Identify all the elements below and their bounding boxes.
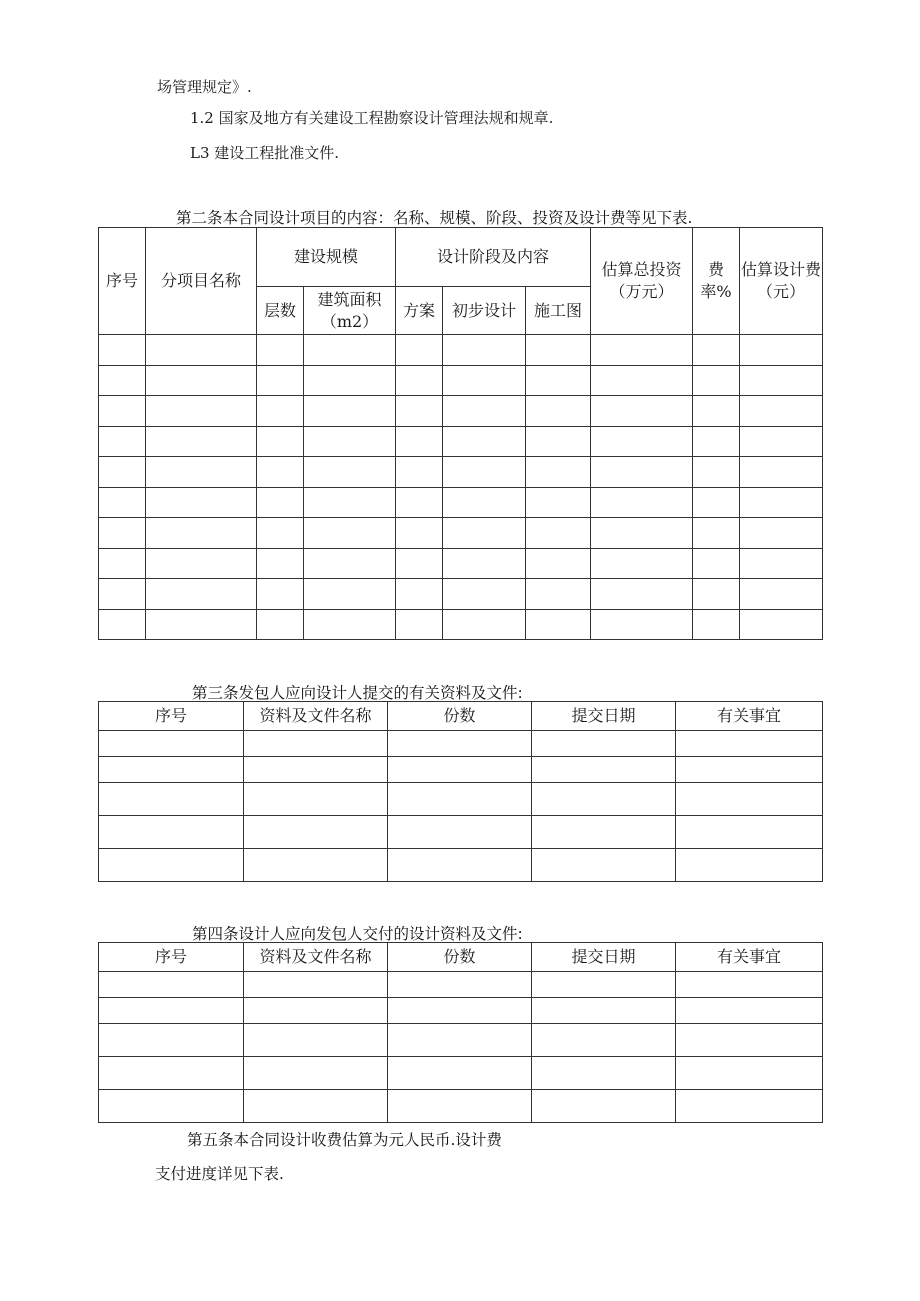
table-cell xyxy=(532,757,676,783)
table-cell xyxy=(244,1024,388,1057)
intro-line-2: 1.2 国家及地方有关建设工程勘察设计管理法规和规章. xyxy=(190,109,554,127)
header-remarks: 有关事宜 xyxy=(676,943,823,972)
table-row xyxy=(99,487,823,518)
table-cell xyxy=(244,998,388,1024)
table-cell xyxy=(244,731,388,757)
table-cell xyxy=(257,335,304,366)
header-construction-drawing: 施工图 xyxy=(526,287,591,335)
table-cell xyxy=(676,849,823,882)
table-cell xyxy=(244,816,388,849)
table-cell xyxy=(146,487,257,518)
table-cell xyxy=(693,487,740,518)
table-cell xyxy=(396,518,443,549)
table-row xyxy=(99,426,823,457)
header-subitem-name: 分项目名称 xyxy=(146,228,257,335)
intro-line-3: L3 建设工程批准文件. xyxy=(190,144,340,162)
header-scheme: 方案 xyxy=(396,287,443,335)
table-cell xyxy=(396,396,443,427)
table-row xyxy=(99,457,823,488)
table-cell xyxy=(257,426,304,457)
table-cell xyxy=(740,396,823,427)
table-cell xyxy=(526,518,591,549)
table-cell xyxy=(99,396,146,427)
table-cell xyxy=(443,518,526,549)
table-cell xyxy=(443,579,526,610)
table-cell xyxy=(146,335,257,366)
table-cell xyxy=(591,487,693,518)
table-cell xyxy=(257,579,304,610)
table-row xyxy=(99,518,823,549)
table-cell xyxy=(388,731,532,757)
table-cell xyxy=(99,518,146,549)
header-seq: 序号 xyxy=(99,228,146,335)
table-row xyxy=(99,365,823,396)
table-cell xyxy=(526,457,591,488)
table-cell xyxy=(396,548,443,579)
header-copies: 份数 xyxy=(388,943,532,972)
header-remarks: 有关事宜 xyxy=(676,702,823,731)
table-cell xyxy=(693,457,740,488)
table-cell xyxy=(532,1024,676,1057)
table-cell xyxy=(304,487,396,518)
table-cell xyxy=(257,396,304,427)
header-seq: 序号 xyxy=(99,943,244,972)
table-cell xyxy=(396,487,443,518)
table-cell xyxy=(304,335,396,366)
table-cell xyxy=(99,487,146,518)
table-cell xyxy=(388,757,532,783)
table-row xyxy=(99,548,823,579)
table-cell xyxy=(676,1090,823,1123)
table-cell xyxy=(304,457,396,488)
table-cell xyxy=(532,1057,676,1090)
table-cell xyxy=(591,396,693,427)
table-row xyxy=(99,816,823,849)
table-cell xyxy=(526,548,591,579)
table-row xyxy=(99,609,823,640)
table-cell xyxy=(443,365,526,396)
header-estimated-investment: 估算总投资（万元） xyxy=(591,228,693,335)
article-5-line-1: 第五条本合同设计收费估算为元人民币.设计费 xyxy=(187,1131,502,1149)
table-cell xyxy=(740,426,823,457)
table-cell xyxy=(304,396,396,427)
article-3-heading: 第三条发包人应向设计人提交的有关资料及文件: xyxy=(192,684,523,702)
table-cell xyxy=(443,548,526,579)
table-cell xyxy=(396,457,443,488)
intro-line-1: 场管理规定》. xyxy=(157,78,252,96)
header-building-area: 建筑面积（m2） xyxy=(304,287,396,335)
table-cell xyxy=(532,1090,676,1123)
table-cell xyxy=(99,998,244,1024)
table-cell xyxy=(532,849,676,882)
table-cell xyxy=(443,457,526,488)
table-cell xyxy=(396,365,443,396)
article-5-line-2: 支付进度详见下表. xyxy=(155,1165,284,1183)
table-cell xyxy=(443,426,526,457)
table-cell xyxy=(740,487,823,518)
table-cell xyxy=(244,757,388,783)
table-cell xyxy=(443,396,526,427)
table-cell xyxy=(146,518,257,549)
table-cell xyxy=(532,998,676,1024)
table-cell xyxy=(526,609,591,640)
table-cell xyxy=(740,518,823,549)
table-cell xyxy=(99,757,244,783)
table-cell xyxy=(740,579,823,610)
table-cell xyxy=(693,396,740,427)
table-cell xyxy=(257,609,304,640)
table-cell xyxy=(146,548,257,579)
table-cell xyxy=(99,783,244,816)
header-copies: 份数 xyxy=(388,702,532,731)
table-cell xyxy=(146,396,257,427)
table-row xyxy=(99,579,823,610)
header-construction-scale: 建设规模 xyxy=(257,228,396,287)
table-cell xyxy=(146,457,257,488)
designer-deliverables-table xyxy=(98,942,823,1123)
table-cell xyxy=(740,365,823,396)
table-cell xyxy=(676,972,823,998)
table-cell xyxy=(676,1024,823,1057)
table-cell xyxy=(146,609,257,640)
table-row xyxy=(99,849,823,882)
table-cell xyxy=(244,783,388,816)
table-cell xyxy=(99,579,146,610)
header-document-name: 资料及文件名称 xyxy=(244,943,388,972)
table-cell xyxy=(388,816,532,849)
table-cell xyxy=(591,548,693,579)
table-cell xyxy=(146,365,257,396)
table-cell xyxy=(443,609,526,640)
table-row xyxy=(99,1024,823,1057)
table-row xyxy=(99,396,823,427)
table-cell xyxy=(99,1090,244,1123)
table-cell xyxy=(99,849,244,882)
table-row xyxy=(99,335,823,366)
table-cell xyxy=(591,518,693,549)
table-cell xyxy=(591,426,693,457)
table-cell xyxy=(591,609,693,640)
table-cell xyxy=(257,365,304,396)
table-cell xyxy=(676,757,823,783)
table-cell xyxy=(526,365,591,396)
table-cell xyxy=(693,335,740,366)
table-cell xyxy=(99,731,244,757)
table-cell xyxy=(99,609,146,640)
table-cell xyxy=(146,579,257,610)
table-cell xyxy=(526,426,591,457)
table-cell xyxy=(304,518,396,549)
table-cell xyxy=(388,972,532,998)
table-cell xyxy=(532,972,676,998)
table-cell xyxy=(99,365,146,396)
table-cell xyxy=(693,518,740,549)
table-cell xyxy=(388,849,532,882)
table-cell xyxy=(304,609,396,640)
table-cell xyxy=(99,548,146,579)
table-row xyxy=(99,731,823,757)
table-row xyxy=(99,757,823,783)
header-estimated-design-fee: 估算设计费（元） xyxy=(740,228,823,335)
table-cell xyxy=(693,548,740,579)
table-cell xyxy=(693,609,740,640)
article-4-heading: 第四条设计人应向发包人交付的设计资料及文件: xyxy=(192,925,523,943)
header-seq: 序号 xyxy=(99,702,244,731)
table-cell xyxy=(443,335,526,366)
table-cell xyxy=(257,487,304,518)
client-documents-table xyxy=(98,701,823,882)
table-cell xyxy=(532,783,676,816)
table-cell xyxy=(304,426,396,457)
table-row xyxy=(99,783,823,816)
table-cell xyxy=(693,365,740,396)
table-cell xyxy=(740,548,823,579)
table-cell xyxy=(304,548,396,579)
header-preliminary-design: 初步设计 xyxy=(443,287,526,335)
table-cell xyxy=(591,579,693,610)
table-cell xyxy=(304,365,396,396)
table-cell xyxy=(99,972,244,998)
table-cell xyxy=(532,731,676,757)
table-cell xyxy=(396,335,443,366)
table-cell xyxy=(99,816,244,849)
table-cell xyxy=(257,457,304,488)
table-cell xyxy=(396,609,443,640)
table-cell xyxy=(388,1090,532,1123)
table-cell xyxy=(740,335,823,366)
table-cell xyxy=(676,783,823,816)
table-cell xyxy=(146,426,257,457)
header-document-name: 资料及文件名称 xyxy=(244,702,388,731)
table-cell xyxy=(99,457,146,488)
project-content-table xyxy=(98,227,823,640)
table-cell xyxy=(99,335,146,366)
table-cell xyxy=(526,487,591,518)
table-row xyxy=(99,972,823,998)
table-cell xyxy=(388,998,532,1024)
table-cell xyxy=(388,1024,532,1057)
table-cell xyxy=(526,579,591,610)
table-cell xyxy=(99,1024,244,1057)
table-cell xyxy=(532,816,676,849)
header-design-stage: 设计阶段及内容 xyxy=(396,228,591,287)
table-cell xyxy=(244,1090,388,1123)
header-floors: 层数 xyxy=(257,287,304,335)
table-row xyxy=(99,1057,823,1090)
table-cell xyxy=(396,426,443,457)
table-cell xyxy=(676,1057,823,1090)
table-cell xyxy=(676,816,823,849)
table-cell xyxy=(591,365,693,396)
table-cell xyxy=(257,548,304,579)
table-row xyxy=(99,998,823,1024)
table-cell xyxy=(244,972,388,998)
header-submit-date: 提交日期 xyxy=(532,943,676,972)
table-cell xyxy=(388,783,532,816)
table-cell xyxy=(693,579,740,610)
table-cell xyxy=(257,518,304,549)
table-cell xyxy=(244,849,388,882)
table-cell xyxy=(740,609,823,640)
article-2-heading: 第二条本合同设计项目的内容：名称、规模、阶段、投资及设计费等见下表. xyxy=(176,209,693,227)
table-cell xyxy=(740,457,823,488)
table-cell xyxy=(99,1057,244,1090)
table-cell xyxy=(526,335,591,366)
table-cell xyxy=(526,396,591,427)
table-cell xyxy=(693,426,740,457)
table-cell xyxy=(676,731,823,757)
table-cell xyxy=(388,1057,532,1090)
table-cell xyxy=(304,579,396,610)
table-cell xyxy=(591,457,693,488)
table-row xyxy=(99,1090,823,1123)
table-cell xyxy=(99,426,146,457)
table-cell xyxy=(244,1057,388,1090)
table-cell xyxy=(443,487,526,518)
table-cell xyxy=(591,335,693,366)
header-fee-rate: 费率% xyxy=(693,228,740,335)
table-cell xyxy=(396,579,443,610)
header-submit-date: 提交日期 xyxy=(532,702,676,731)
table-cell xyxy=(676,998,823,1024)
